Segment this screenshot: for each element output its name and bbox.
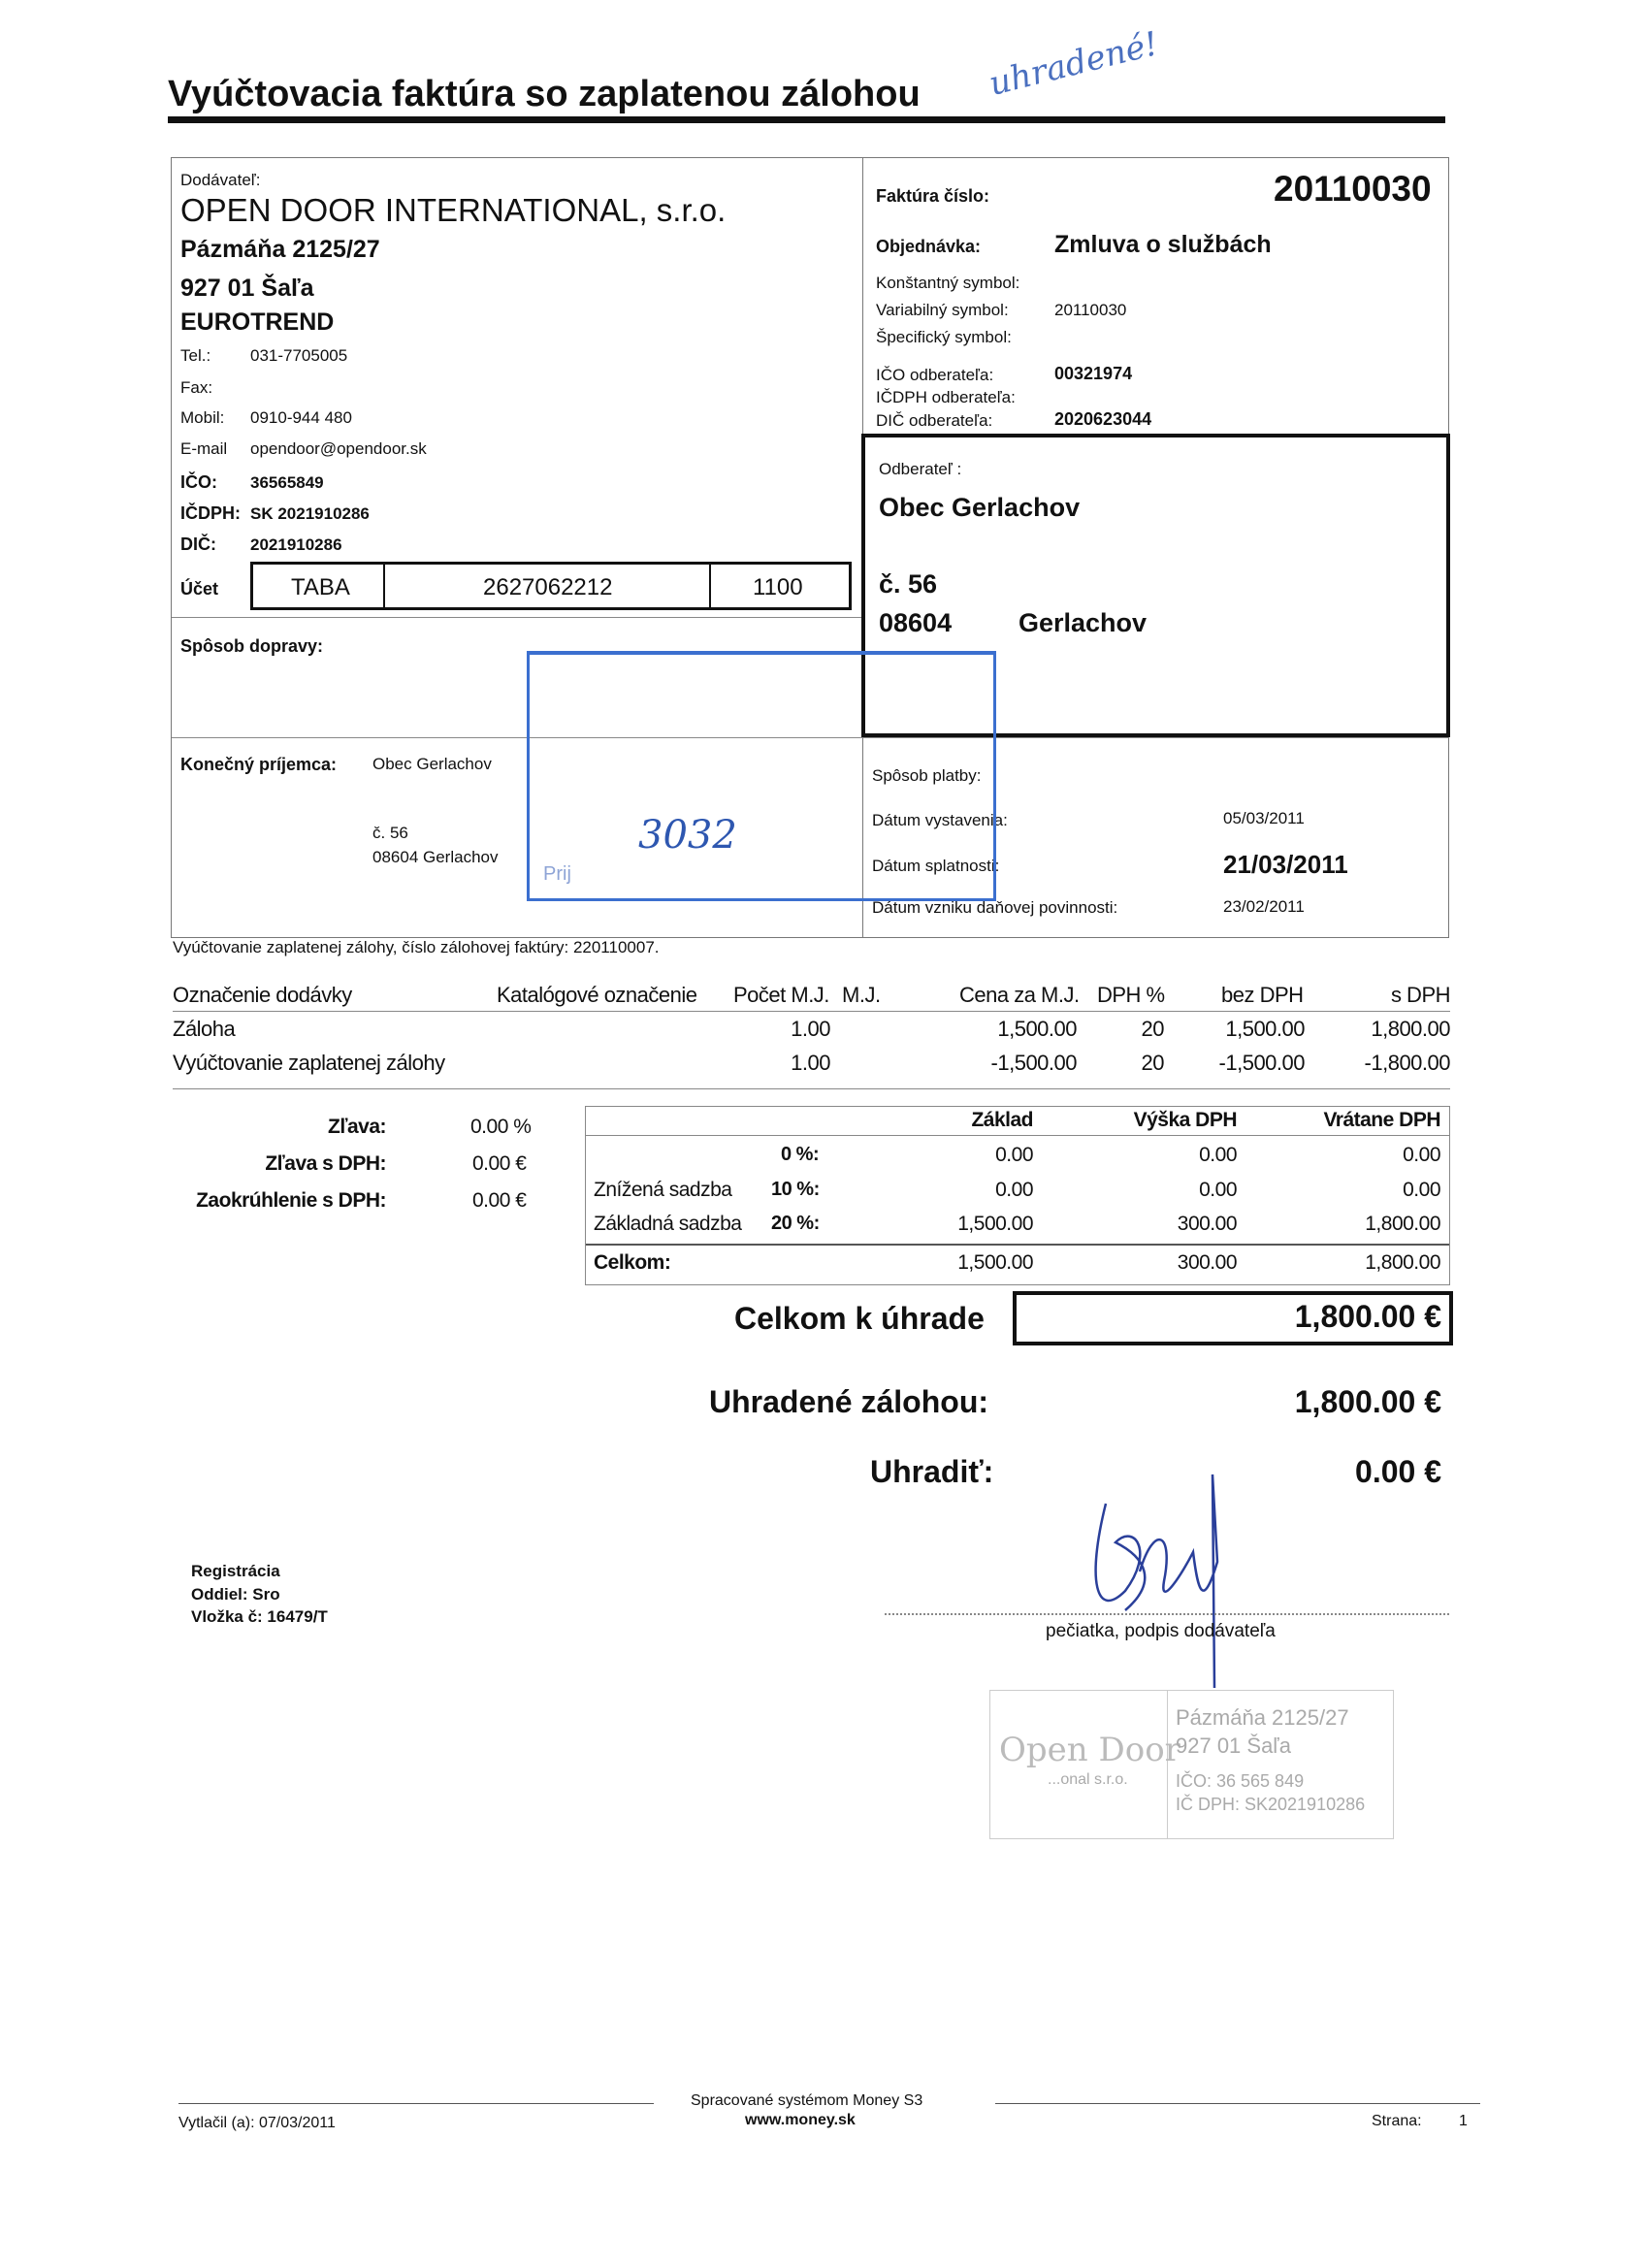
stamp-text: Prij xyxy=(543,863,571,885)
title-rule xyxy=(168,116,1445,123)
footer-printed: Vytlačil (a): 07/03/2011 xyxy=(178,2115,336,2131)
buyer-icdph-label: IČDPH odberateľa: xyxy=(876,388,1016,406)
items-header-gross: s DPH xyxy=(1390,983,1450,1007)
due-date-label: Dátum splatnosti: xyxy=(872,857,1000,875)
vat-row-rate: 0 %: xyxy=(781,1144,820,1165)
spec-symbol-label: Špecifický symbol: xyxy=(876,328,1012,346)
vat-row-total: 0.00 xyxy=(1403,1144,1440,1166)
vat-total-vat: 300.00 xyxy=(1177,1251,1237,1274)
items-header-net: bez DPH xyxy=(1221,983,1304,1007)
vat-row-label: Základná sadzba xyxy=(594,1213,742,1235)
account-code: 1100 xyxy=(753,574,803,600)
item-qty: 1.00 xyxy=(791,1051,830,1075)
discount-label: Zľava: xyxy=(328,1116,386,1138)
item-price: 1,500.00 xyxy=(997,1017,1077,1041)
recipient-name: Obec Gerlachov xyxy=(372,755,492,773)
recipient-street: č. 56 xyxy=(372,824,408,842)
items-header-unit: M.J. xyxy=(842,983,881,1007)
company-stamp-sub: ...onal s.r.o. xyxy=(1048,1771,1128,1788)
const-symbol-label: Konštantný symbol: xyxy=(876,274,1020,292)
vat-row-base: 0.00 xyxy=(995,1144,1033,1166)
contact-fax-label: Fax: xyxy=(180,378,213,397)
supplier-label: Dodávateľ: xyxy=(180,171,261,189)
vat-row-vat: 0.00 xyxy=(1199,1179,1237,1201)
supplier-dic-label: DIČ: xyxy=(180,535,216,554)
customer-city: Gerlachov xyxy=(1018,608,1148,637)
paid-value: 1,800.00 € xyxy=(1294,1384,1441,1419)
contact-tel-value: 031-7705005 xyxy=(250,346,348,365)
customer-name: Obec Gerlachov xyxy=(879,493,1081,522)
recipient-city: 08604 Gerlachov xyxy=(372,848,499,866)
registration-section: Oddiel: Sro xyxy=(191,1585,280,1604)
item-vat: 20 xyxy=(1141,1017,1164,1041)
var-symbol-value: 20110030 xyxy=(1054,301,1127,319)
supplier-street: Pázmáňa 2125/27 xyxy=(180,236,380,263)
discount-value: 0.00 % xyxy=(470,1116,532,1138)
rounding-value: 0.00 € xyxy=(472,1189,527,1212)
signature-dotted-line xyxy=(885,1613,1449,1615)
supplier-name: OPEN DOOR INTERNATIONAL, s.r.o. xyxy=(180,192,727,228)
item-net: -1,500.00 xyxy=(1218,1051,1305,1075)
order-label: Objednávka: xyxy=(876,237,982,256)
vat-header-vat: Výška DPH xyxy=(1133,1109,1237,1131)
total-due-label: Celkom k úhrade xyxy=(734,1301,985,1336)
tax-date: 23/02/2011 xyxy=(1223,897,1305,916)
vat-row-label: Znížená sadzba xyxy=(594,1179,732,1201)
invoice-number: 20110030 xyxy=(1274,169,1432,209)
contact-mobile-label: Mobil: xyxy=(180,408,225,427)
footer-website: www.money.sk xyxy=(745,2112,856,2128)
contact-mobile-value: 0910-944 480 xyxy=(250,408,352,427)
vat-row-rate: 10 %: xyxy=(771,1179,820,1200)
footer-rule-left xyxy=(178,2103,654,2104)
order-value: Zmluva o službách xyxy=(1054,231,1272,258)
total-due-value: 1,800.00 € xyxy=(1294,1299,1441,1334)
item-gross: 1,800.00 xyxy=(1371,1017,1450,1041)
stamp-handwritten-number: 3032 xyxy=(638,813,737,858)
registration-title: Registrácia xyxy=(191,1562,280,1580)
account-label: Účet xyxy=(180,579,219,599)
company-stamp-icdph: IČ DPH: SK2021910286 xyxy=(1176,1795,1366,1814)
supplier-ico-value: 36565849 xyxy=(250,473,324,492)
discount-vat-value: 0.00 € xyxy=(472,1152,527,1175)
vat-row-vat: 0.00 xyxy=(1199,1144,1237,1166)
tax-date-label: Dátum vzniku daňovej povinnosti: xyxy=(872,898,1118,917)
footer-page-label: Strana: xyxy=(1372,2113,1422,2129)
invoice-number-label: Faktúra číslo: xyxy=(876,186,990,206)
footer-rule-right xyxy=(995,2103,1480,2104)
item-name: Záloha xyxy=(173,1017,236,1041)
vat-header-base: Základ xyxy=(971,1109,1033,1131)
handwritten-note: uhradené! xyxy=(985,24,1163,104)
buyer-dic-label: DIČ odberateľa: xyxy=(876,411,993,430)
customer-label: Odberateľ : xyxy=(879,460,962,478)
vat-row-base: 0.00 xyxy=(995,1179,1033,1201)
buyer-ico-value: 00321974 xyxy=(1054,364,1133,383)
company-stamp-ico: IČO: 36 565 849 xyxy=(1176,1771,1305,1791)
to-pay-label: Uhradiť: xyxy=(870,1454,994,1489)
customer-zip: 08604 xyxy=(879,608,953,637)
contact-tel-label: Tel.: xyxy=(180,346,211,365)
receipt-stamp xyxy=(527,651,996,901)
vat-total-base: 1,500.00 xyxy=(957,1251,1033,1274)
account-number: 2627062212 xyxy=(483,574,613,600)
supplier-brand: EUROTREND xyxy=(180,308,335,336)
vat-row-rate: 20 %: xyxy=(771,1213,820,1234)
transport-label: Spôsob dopravy: xyxy=(180,636,324,656)
item-qty: 1.00 xyxy=(791,1017,830,1041)
vat-row-total: 0.00 xyxy=(1403,1179,1440,1201)
var-symbol-label: Variabilný symbol: xyxy=(876,301,1009,319)
discount-vat-label: Zľava s DPH: xyxy=(265,1152,386,1175)
registration-insert: Vložka č: 16479/T xyxy=(191,1607,328,1626)
vat-total-rule xyxy=(586,1244,1449,1246)
items-header-rule xyxy=(173,1011,1450,1012)
item-name: Vyúčtovanie zaplatenej zálohy xyxy=(173,1051,445,1075)
items-header-price: Cena za M.J. xyxy=(959,983,1080,1007)
account-bank: TABA xyxy=(291,574,350,600)
signature-icon xyxy=(1067,1465,1251,1698)
vat-row-vat: 300.00 xyxy=(1177,1213,1237,1235)
vat-header-rule xyxy=(586,1135,1449,1136)
issue-date: 05/03/2011 xyxy=(1223,809,1305,827)
due-date: 21/03/2011 xyxy=(1223,850,1348,879)
buyer-ico-label: IČO odberateľa: xyxy=(876,366,994,384)
page-title: Vyúčtovacia faktúra so zaplatenou zálohou xyxy=(168,74,921,114)
vat-row-total: 1,800.00 xyxy=(1365,1213,1440,1235)
vat-header-total: Vrátane DPH xyxy=(1323,1109,1440,1131)
to-pay-value: 0.00 € xyxy=(1355,1454,1441,1489)
vat-row-base: 1,500.00 xyxy=(957,1213,1033,1235)
vat-total-label: Celkom: xyxy=(594,1251,671,1274)
supplier-icdph-label: IČDPH: xyxy=(180,503,241,523)
company-stamp-city: 927 01 Šaľa xyxy=(1176,1733,1291,1758)
issue-date-label: Dátum vystavenia: xyxy=(872,811,1008,829)
recipient-label: Konečný príjemca: xyxy=(180,755,338,774)
items-header-catalog: Katalógové označenie xyxy=(497,983,697,1007)
account-divider-2 xyxy=(709,563,711,609)
rounding-label: Zaokrúhlenie s DPH: xyxy=(196,1189,386,1212)
payment-method-label: Spôsob platby: xyxy=(872,766,982,785)
contact-email-label: E-mail xyxy=(180,439,228,458)
signature-label: pečiatka, podpis dodávateľa xyxy=(1046,1621,1276,1641)
footer-software: Spracované systémom Money S3 xyxy=(691,2092,923,2109)
items-bottom-rule xyxy=(173,1088,1450,1089)
company-stamp-street: Pázmáňa 2125/27 xyxy=(1176,1705,1349,1730)
customer-street: č. 56 xyxy=(879,569,938,599)
supplier-dic-value: 2021910286 xyxy=(250,535,342,554)
items-header-qty: Počet M.J. xyxy=(733,983,829,1007)
items-header-name: Označenie dodávky xyxy=(173,983,352,1007)
company-stamp-name: Open Door xyxy=(999,1731,1180,1769)
item-price: -1,500.00 xyxy=(990,1051,1077,1075)
footer-page-number: 1 xyxy=(1459,2113,1468,2129)
contact-email-value: opendoor@opendoor.sk xyxy=(250,439,427,458)
supplier-icdph-value: SK 2021910286 xyxy=(250,504,370,523)
transport-rule xyxy=(172,617,862,618)
account-divider-1 xyxy=(383,563,385,609)
supplier-city: 927 01 Šaľa xyxy=(180,275,314,302)
paid-label: Uhradené zálohou: xyxy=(709,1384,989,1419)
item-gross: -1,800.00 xyxy=(1364,1051,1450,1075)
item-net: 1,500.00 xyxy=(1225,1017,1305,1041)
invoice-note: Vyúčtovanie zaplatenej zálohy, číslo zálohovej faktúry: 220110007. xyxy=(173,938,660,956)
items-header-vat: DPH % xyxy=(1097,983,1165,1007)
vat-total-total: 1,800.00 xyxy=(1365,1251,1440,1274)
buyer-dic-value: 2020623044 xyxy=(1054,409,1152,429)
item-vat: 20 xyxy=(1141,1051,1164,1075)
supplier-ico-label: IČO: xyxy=(180,472,217,492)
